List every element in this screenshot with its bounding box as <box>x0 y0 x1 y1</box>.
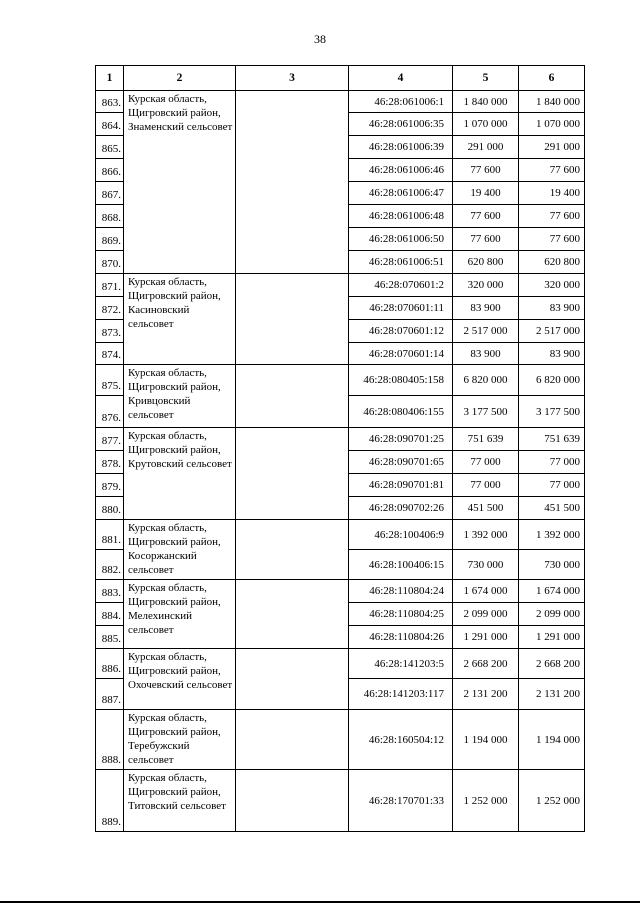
column-3-cell <box>236 770 349 832</box>
value-col-6: 19 400 <box>519 182 585 205</box>
region-cell: Курская область, Щигровский район, Охочевский сельсовет <box>124 649 236 710</box>
cadastral-number: 46:28:061006:48 <box>349 205 453 228</box>
value-col-5: 1 252 000 <box>453 770 519 832</box>
row-number: 877. <box>96 428 124 451</box>
value-col-5: 451 500 <box>453 497 519 520</box>
row-number: 884. <box>96 603 124 626</box>
row-number: 889. <box>96 770 124 832</box>
value-col-6: 83 900 <box>519 343 585 365</box>
cadastral-number: 46:28:080406:155 <box>349 396 453 428</box>
region-cell: Курская область, Щигровский район, Титовский сельсовет <box>124 770 236 832</box>
column-3-cell <box>236 580 349 649</box>
row-number: 872. <box>96 297 124 320</box>
value-col-6: 1 252 000 <box>519 770 585 832</box>
value-col-5: 77 600 <box>453 205 519 228</box>
value-col-6: 2 517 000 <box>519 320 585 343</box>
cadastral-number: 46:28:061006:35 <box>349 113 453 136</box>
table-header-row <box>96 66 585 91</box>
cadastral-number: 46:28:110804:25 <box>349 603 453 626</box>
column-3-cell <box>236 710 349 770</box>
row-number: 863. <box>96 91 124 113</box>
row-number: 867. <box>96 182 124 205</box>
value-col-5: 1 291 000 <box>453 626 519 649</box>
value-col-5: 1 840 000 <box>453 91 519 113</box>
cadastral-number: 46:28:090701:65 <box>349 451 453 474</box>
cadastral-number: 46:28:061006:46 <box>349 159 453 182</box>
region-cell: Курская область, Щигровский район, Крутовский сельсовет <box>124 428 236 520</box>
region-cell: Курская область, Щигровский район, Теребужский сельсовет <box>124 710 236 770</box>
land-plots-table <box>95 65 585 832</box>
value-col-5: 77 600 <box>453 228 519 251</box>
row-number: 869. <box>96 228 124 251</box>
value-col-5: 1 392 000 <box>453 520 519 550</box>
row-number: 864. <box>96 113 124 136</box>
row-number: 885. <box>96 626 124 649</box>
value-col-5: 320 000 <box>453 274 519 297</box>
column-3-cell <box>236 91 349 274</box>
cadastral-number: 46:28:090702:26 <box>349 497 453 520</box>
value-col-6: 730 000 <box>519 550 585 580</box>
value-col-6: 1 070 000 <box>519 113 585 136</box>
row-number: 870. <box>96 251 124 274</box>
cadastral-number: 46:28:061006:1 <box>349 91 453 113</box>
row-number: 871. <box>96 274 124 297</box>
value-col-5: 620 800 <box>453 251 519 274</box>
value-col-6: 77 000 <box>519 451 585 474</box>
value-col-6: 77 000 <box>519 474 585 497</box>
cadastral-number: 46:28:070601:12 <box>349 320 453 343</box>
header-col-1: 1 <box>96 66 124 91</box>
header-col-5: 5 <box>453 66 519 91</box>
table-row <box>96 770 585 832</box>
value-col-5: 1 070 000 <box>453 113 519 136</box>
table-row <box>96 274 585 297</box>
cadastral-number: 46:28:090701:81 <box>349 474 453 497</box>
cadastral-number: 46:28:070601:14 <box>349 343 453 365</box>
cadastral-number: 46:28:061006:39 <box>349 136 453 159</box>
value-col-6: 2 668 200 <box>519 649 585 679</box>
cadastral-number: 46:28:170701:33 <box>349 770 453 832</box>
row-number: 882. <box>96 550 124 580</box>
row-number: 886. <box>96 649 124 679</box>
cadastral-number: 46:28:080405:158 <box>349 365 453 396</box>
region-cell: Курская область, Щигровский район, Мелехинский сельсовет <box>124 580 236 649</box>
row-number: 887. <box>96 679 124 710</box>
value-col-5: 2 668 200 <box>453 649 519 679</box>
row-number: 881. <box>96 520 124 550</box>
value-col-6: 3 177 500 <box>519 396 585 428</box>
cadastral-number: 46:28:061006:51 <box>349 251 453 274</box>
column-3-cell <box>236 365 349 428</box>
column-3-cell <box>236 428 349 520</box>
value-col-5: 2 131 200 <box>453 679 519 710</box>
row-number: 880. <box>96 497 124 520</box>
header-col-6: 6 <box>519 66 585 91</box>
header-col-4: 4 <box>349 66 453 91</box>
cadastral-number: 46:28:061006:47 <box>349 182 453 205</box>
value-col-6: 451 500 <box>519 497 585 520</box>
cadastral-number: 46:28:061006:50 <box>349 228 453 251</box>
row-number: 866. <box>96 159 124 182</box>
value-col-6: 1 840 000 <box>519 91 585 113</box>
table-body <box>96 91 585 832</box>
value-col-6: 291 000 <box>519 136 585 159</box>
value-col-5: 730 000 <box>453 550 519 580</box>
table-row <box>96 580 585 603</box>
value-col-6: 77 600 <box>519 205 585 228</box>
row-number: 868. <box>96 205 124 228</box>
row-number: 875. <box>96 365 124 396</box>
cadastral-number: 46:28:110804:24 <box>349 580 453 603</box>
value-col-5: 19 400 <box>453 182 519 205</box>
row-number: 873. <box>96 320 124 343</box>
page-bottom-border <box>0 901 640 903</box>
table-row <box>96 649 585 679</box>
value-col-6: 83 900 <box>519 297 585 320</box>
cadastral-number: 46:28:141203:117 <box>349 679 453 710</box>
row-number: 874. <box>96 343 124 365</box>
cadastral-number: 46:28:100406:15 <box>349 550 453 580</box>
header-col-3: 3 <box>236 66 349 91</box>
value-col-5: 83 900 <box>453 343 519 365</box>
value-col-6: 1 291 000 <box>519 626 585 649</box>
value-col-5: 1 194 000 <box>453 710 519 770</box>
cadastral-number: 46:28:090701:25 <box>349 428 453 451</box>
row-number: 888. <box>96 710 124 770</box>
value-col-6: 6 820 000 <box>519 365 585 396</box>
table-row <box>96 520 585 550</box>
value-col-5: 2 517 000 <box>453 320 519 343</box>
value-col-5: 6 820 000 <box>453 365 519 396</box>
column-3-cell <box>236 649 349 710</box>
page-number: 38 <box>314 32 326 46</box>
value-col-6: 2 131 200 <box>519 679 585 710</box>
table-row <box>96 365 585 396</box>
region-cell: Курская область, Щигровский район, Знаменский сельсовет <box>124 91 236 274</box>
row-number: 865. <box>96 136 124 159</box>
column-3-cell <box>236 520 349 580</box>
cadastral-number: 46:28:070601:11 <box>349 297 453 320</box>
value-col-6: 77 600 <box>519 228 585 251</box>
value-col-5: 77 600 <box>453 159 519 182</box>
region-cell: Курская область, Щигровский район, Кривцовский сельсовет <box>124 365 236 428</box>
row-number: 876. <box>96 396 124 428</box>
value-col-6: 1 392 000 <box>519 520 585 550</box>
cadastral-number: 46:28:141203:5 <box>349 649 453 679</box>
value-col-6: 320 000 <box>519 274 585 297</box>
table-row <box>96 91 585 113</box>
value-col-5: 2 099 000 <box>453 603 519 626</box>
value-col-5: 77 000 <box>453 451 519 474</box>
value-col-6: 620 800 <box>519 251 585 274</box>
value-col-6: 751 639 <box>519 428 585 451</box>
value-col-5: 77 000 <box>453 474 519 497</box>
value-col-5: 751 639 <box>453 428 519 451</box>
cadastral-number: 46:28:110804:26 <box>349 626 453 649</box>
value-col-5: 83 900 <box>453 297 519 320</box>
table-row <box>96 428 585 451</box>
row-number: 878. <box>96 451 124 474</box>
value-col-6: 2 099 000 <box>519 603 585 626</box>
column-3-cell <box>236 274 349 365</box>
header-col-2: 2 <box>124 66 236 91</box>
cadastral-number: 46:28:070601:2 <box>349 274 453 297</box>
value-col-5: 291 000 <box>453 136 519 159</box>
value-col-5: 1 674 000 <box>453 580 519 603</box>
value-col-6: 77 600 <box>519 159 585 182</box>
row-number: 879. <box>96 474 124 497</box>
region-cell: Курская область, Щигровский район, Косоржанский сельсовет <box>124 520 236 580</box>
value-col-6: 1 674 000 <box>519 580 585 603</box>
region-cell: Курская область, Щигровский район, Касиновский сельсовет <box>124 274 236 365</box>
value-col-6: 1 194 000 <box>519 710 585 770</box>
value-col-5: 3 177 500 <box>453 396 519 428</box>
cadastral-number: 46:28:100406:9 <box>349 520 453 550</box>
cadastral-number: 46:28:160504:12 <box>349 710 453 770</box>
table-row <box>96 710 585 770</box>
row-number: 883. <box>96 580 124 603</box>
